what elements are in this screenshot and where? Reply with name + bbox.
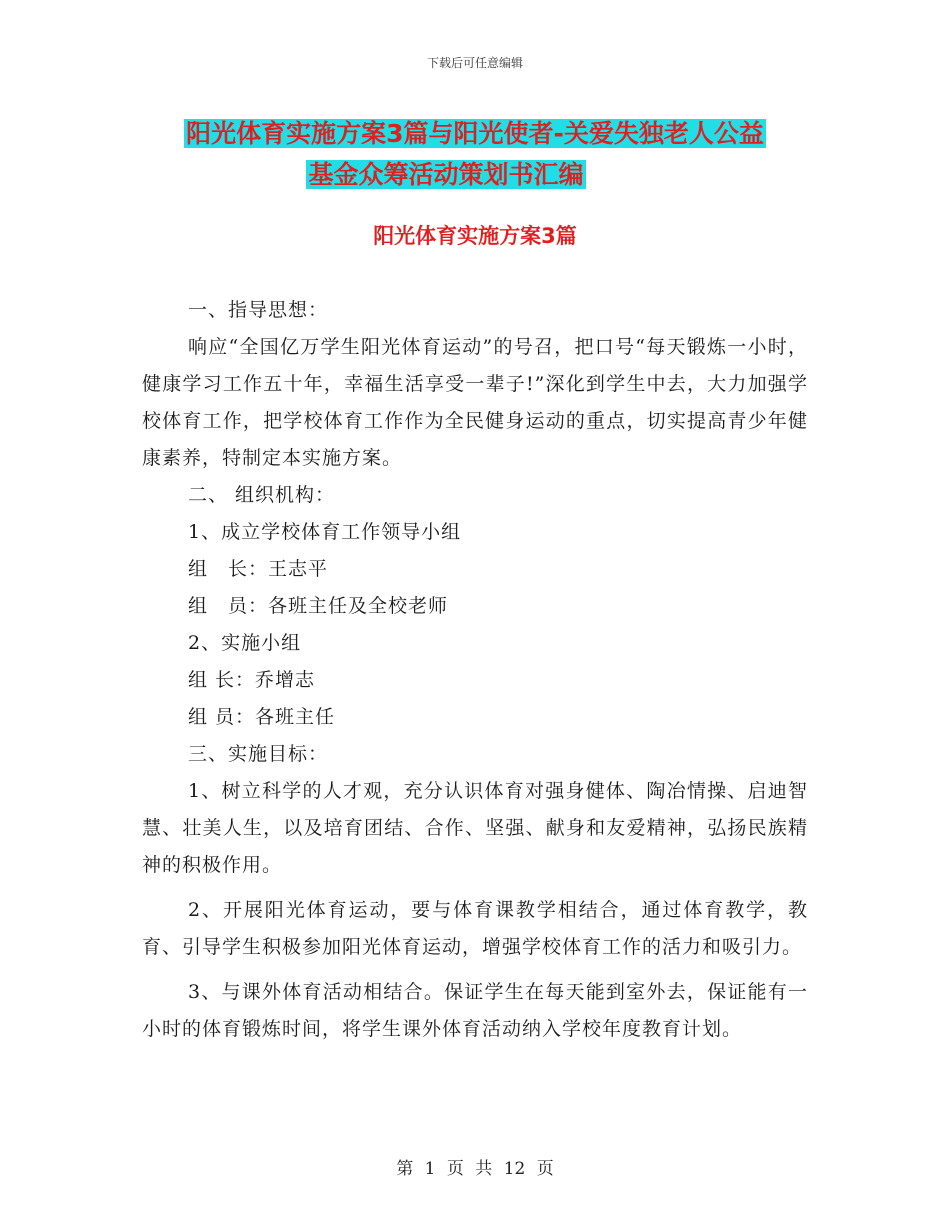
paragraph-goal-1: 1、树立科学的人才观，充分认识体育对强身健体、陶冶情操、启迪智慧、壮美人生，以及培育团结、合作、坚强、献身和友爱精神，弘扬民族精神的积极作用。 xyxy=(142,780,808,876)
document-title-line-1-text: 阳光体育实施方案3篇与阳光使者-关爱失独老人公益 xyxy=(186,119,764,148)
header-note: 下载后可任意编辑 xyxy=(426,56,523,70)
item-implementation-members: 组 员：各班主任 xyxy=(188,706,336,728)
item-implementation-leader: 组 长：乔增志 xyxy=(188,669,316,691)
heading-implementation-goals: 三、实施目标： xyxy=(188,743,329,765)
document-title-line-1 xyxy=(0,114,950,154)
item-group-members: 组 员：各班主任及全校老师 xyxy=(188,595,449,617)
paragraph-goal-2: 2、开展阳光体育运动，要与体育课教学相结合，通过体育教学，教育、引导学生积极参加阳光体育运动，增强学校体育工作的活力和吸引力。 xyxy=(142,899,808,958)
item-implementation-group: 2、实施小组 xyxy=(188,632,302,654)
heading-organization: 二、 组织机构： xyxy=(188,484,336,506)
item-leadership-group: 1、成立学校体育工作领导小组 xyxy=(188,521,462,543)
paragraph-guiding-ideology: 响应“全国亿万学生阳光体育运动”的号召，把口号“每天锻炼一小时，健康学习工作五十年，幸福生活享受一辈子!”深化到学生中去，大力加强学校体育工作，把学校体育工作作为全民健身运动的重点，切实提高青少年健康素养，特制定本实施方案。 xyxy=(142,336,808,469)
item-group-leader: 组 长：王志平 xyxy=(188,558,329,580)
document-title-line-2 xyxy=(0,155,950,195)
paragraph-goal-3: 3、与课外体育活动相结合。保证学生在每天能到室外去，保证能有一小时的体育锻炼时间，将学生课外体育活动纳入学校年度教育计划。 xyxy=(142,981,808,1040)
page-footer: 第 1 页 共 12 页 xyxy=(396,1159,554,1179)
heading-guiding-ideology: 一、指导思想： xyxy=(188,299,329,321)
document-body xyxy=(142,292,808,1048)
section-title: 阳光体育实施方案3篇 xyxy=(373,224,577,248)
document-title-line-2-text: 基金众筹活动策划书汇编 xyxy=(308,160,584,189)
